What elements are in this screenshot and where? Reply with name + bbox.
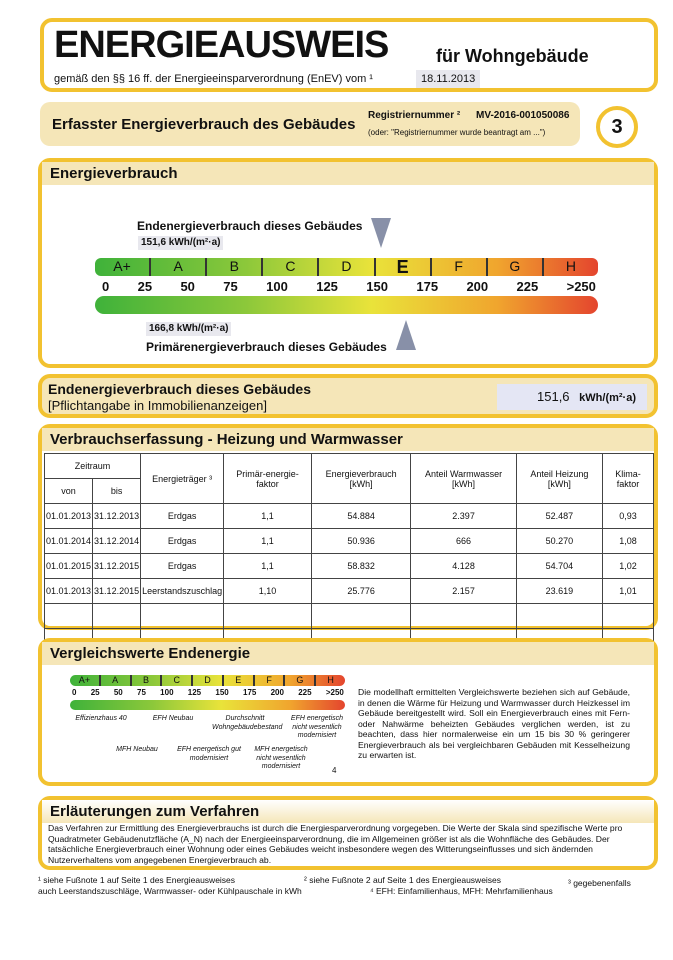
energy-class-F: F [255,675,286,686]
energy-class-A+: A+ [70,675,101,686]
cell-heizung: 52.487 [516,504,602,529]
comparison-label: MFH energetisch nicht wesentlich modernisiert [254,746,308,770]
scale-tick: 25 [137,279,153,294]
cell-traeger: Erdgas [141,504,224,529]
energy-class-F: F [432,258,488,276]
document-title: ENERGIEAUSWEIS [54,24,389,66]
explanation-text: Das Verfahren zur Ermittlung des Energieverbrauchs ist durch die Energiesparverordnung vorgegeben. Die Werte der Skala sind spezifische Werte pro Quadratmeter Gebäudenutzfläche (A_N) nach der Energieeinsparverordnung, die im Allgemeinen größer ist als die Wohnfläche des Gebäudes. Der tatsächliche Energieverbrauch einer Wohnung oder eines Gebäudes weicht insbesondere wegen des Witterungseinflusses und sich ändernden Nutzerverhaltens vom angegebenen Energieverbrauch ab. [48,823,623,865]
cell-bis: 31.12.2013 [93,504,141,529]
scale-tick: 150 [215,688,229,697]
cell-warmwasser [411,604,516,629]
energy-class-B: B [132,675,163,686]
col-traeger: Energieträger ³ [141,454,224,504]
cell-von: 01.01.2015 [45,554,93,579]
comparison-ticks [72,688,344,698]
energy-class-D: D [193,675,224,686]
col-faktor: Primär-energie-faktor [224,454,312,504]
primary-energy-label: Primärenergieverbrauch dieses Gebäudes [146,340,387,354]
cell-klima: 1,08 [603,529,654,554]
col-verbrauch: Energieverbrauch [kWh] [311,454,410,504]
document-subtitle: für Wohngebäude [436,46,589,66]
cell-faktor: 1,1 [224,554,312,579]
primary-energy-arrow-icon [396,320,416,350]
energy-class-scale [95,258,598,276]
cell-warmwasser: 2.397 [411,504,516,529]
table-title: Verbrauchserfassung - Heizung und Warmwasser [42,428,654,451]
energy-class-C: C [162,675,193,686]
title-box [40,18,658,92]
cell-heizung: 54.704 [516,554,602,579]
comparison-label: EFH energetisch gut modernisiert [177,746,241,762]
section-title: Erfasster Energieverbrauch des Gebäudes [52,116,356,133]
footnote-3: ³ gegebenenfalls [568,878,631,888]
scale-tick: 75 [137,688,146,697]
cell-faktor: 1,10 [224,579,312,604]
cell-traeger: Leerstandszuschlag [141,579,224,604]
scale-tick: 125 [187,688,202,697]
cell-verbrauch [311,604,410,629]
cell-bis [93,604,141,629]
scale-tick: 50 [180,279,195,294]
scale-tick: 125 [316,279,338,294]
energy-class-A: A [151,258,207,276]
registration-number: MV-2016-001050086 [476,110,570,121]
scale-tick: 175 [416,279,439,294]
scale-tick: 225 [298,688,312,697]
col-warmwasser: Anteil Warmwasser [kWh] [411,454,516,504]
summary-box [38,374,658,418]
scale-tick: 0 [72,688,77,697]
cell-warmwasser: 666 [411,529,516,554]
cell-klima: 1,01 [603,579,654,604]
cell-von [45,604,93,629]
col-klima: Klima-faktor [603,454,654,504]
energy-class-E: E [224,675,255,686]
cell-traeger [141,604,224,629]
table-row [45,504,654,529]
cell-faktor [224,604,312,629]
energy-class-C: C [263,258,319,276]
cell-traeger: Erdgas [141,529,224,554]
summary-label: Endenergieverbrauch dieses Gebäudes [48,381,311,397]
cell-faktor: 1,1 [224,504,312,529]
energy-class-H: H [565,258,576,274]
energy-class-H: H [327,675,334,685]
cell-klima [603,604,654,629]
scale-tick: 50 [113,688,123,697]
scale-tick: 200 [466,279,489,294]
registration-note: (oder: "Registriernummer wurde beantragt am ...") [368,128,546,137]
scale-ticks [102,279,596,294]
consumption-title: Energieverbrauch [42,162,654,185]
registration-label: Registriernummer ² [368,110,461,121]
scale-tick: 225 [516,279,539,294]
footnote-1b: auch Leerstandszuschläge, Warmwasser- oder Kühlpauschale in kWh [38,886,302,896]
footnote-1: ¹ siehe Fußnote 1 auf Seite 1 des Energieausweises [38,875,236,885]
scale-tick: 175 [243,688,257,697]
end-energy-arrow-icon [371,218,391,248]
cell-heizung: 50.270 [516,529,602,554]
comparison-label: Effizienzhaus 40 [75,715,127,722]
energy-class-E: E [376,258,432,276]
explanation-panel [38,796,658,870]
issue-date: 18.11.2013 [416,70,480,88]
summary-note: [Pflichtangabe in Immobilienanzeigen] [48,398,267,413]
page-number: 3 [596,106,638,148]
table-row [45,579,654,604]
end-energy-value: 151,6 kWh/(m²·a) [138,236,223,250]
table-row [45,554,654,579]
energy-class-D: D [319,258,375,276]
cell-bis: 31.12.2014 [93,529,141,554]
cell-von: 01.01.2013 [45,504,93,529]
regulation-text: gemäß den §§ 16 ff. der Energieeinsparverordnung (EnEV) vom ¹ [54,73,373,85]
scale-tick: 0 [102,279,110,294]
cell-bis: 31.12.2015 [93,554,141,579]
col-zeitraum: Zeitraum [45,454,141,479]
comparison-text: Die modellhaft ermittelten Vergleichswerte beziehen sich auf Gebäude, in denen die Wärme für Heizung und Warmwasser durch Heizkessel im Gebäude bereitgestellt wird. Soll ein Energieverbrauch eines mit Fern- oder Nahwärme beheizten Gebäudes verglichen werden, ist zu beachten, dass hier normalerweise ein um 15 bis 30 % geringerer Energieverbrauch als bei vergleichbaren Gebäuden mit Kesselheizung zu erwarten ist. [358,687,630,760]
comparison-title: Vergleichswerte Endenergie [42,642,654,665]
cell-klima: 1,02 [603,554,654,579]
cell-verbrauch: 54.884 [311,504,410,529]
scale-tick: 75 [223,279,238,294]
explanation-title: Erläuterungen zum Verfahren [42,800,654,823]
cell-klima: 0,93 [603,504,654,529]
cell-faktor: 1,1 [224,529,312,554]
col-von: von [45,479,93,504]
comparison-label: Durchschnitt Wohngebäudebestand [212,715,283,731]
cell-heizung: 23.619 [516,579,602,604]
scale-tick: 100 [266,279,288,294]
section-bar [40,102,580,146]
energy-class-B: B [207,258,263,276]
consumption-table [44,453,654,654]
energy-class-A+: A+ [95,258,151,276]
table-row [45,529,654,554]
consumption-table-panel [38,424,658,630]
cell-verbrauch: 50.936 [311,529,410,554]
comparison-label: MFH Neubau [116,746,158,753]
footnote-2: ² siehe Fußnote 2 auf Seite 1 des Energieausweises [304,875,502,885]
footnote-mark-4: 4 [332,766,337,775]
cell-von: 01.01.2014 [45,529,93,554]
scale-tick: >250 [325,688,344,697]
energy-class-A: A [101,675,132,686]
col-heizung: Anteil Heizung [kWh] [516,454,602,504]
summary-unit: kWh/(m²·a) [579,392,636,404]
cell-bis: 31.12.2015 [93,579,141,604]
end-energy-label: Endenergieverbrauch dieses Gebäudes [137,219,363,233]
cell-warmwasser: 4.128 [411,554,516,579]
footnote-4: ⁴ EFH: Einfamilienhaus, MFH: Mehrfamilienhaus [370,886,553,896]
scale-tick: >250 [566,279,596,294]
scale-tick: 200 [270,688,284,697]
comparison-label: EFH Neubau [152,715,194,722]
comparison-scale [70,675,345,686]
col-bis: bis [93,479,141,504]
cell-verbrauch: 25.776 [311,579,410,604]
energy-class-G: G [285,675,316,686]
cell-verbrauch: 58.832 [311,554,410,579]
cell-warmwasser: 2.157 [411,579,516,604]
cell-heizung [516,604,602,629]
gradient-bar [95,296,598,314]
primary-energy-value: 166,8 kWh/(m²·a) [146,322,231,336]
summary-value-box [497,384,647,410]
comparison-gradient-bar [70,700,345,710]
energy-class-G: G [488,258,544,276]
cell-von: 01.01.2013 [45,579,93,604]
comparison-label: EFH energetisch nicht wesentlich modernisiert [290,715,344,739]
scale-tick: 150 [366,279,388,294]
table-row [45,604,654,629]
scale-tick: 25 [90,688,100,697]
cell-traeger: Erdgas [141,554,224,579]
summary-value: 151,6 [537,389,570,404]
scale-tick: 100 [160,688,174,697]
